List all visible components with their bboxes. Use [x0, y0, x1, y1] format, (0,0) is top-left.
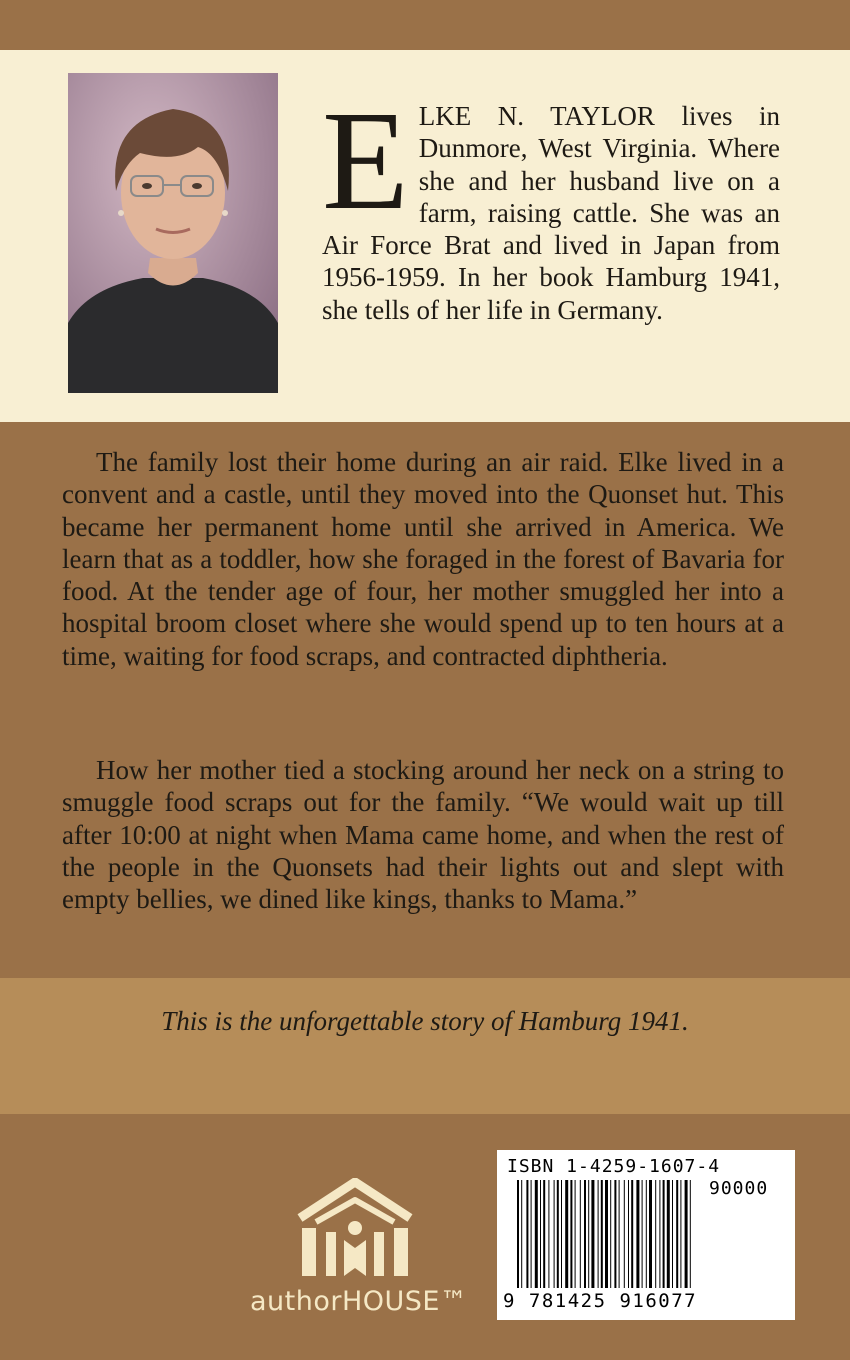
- barcode-bar: [667, 1180, 670, 1288]
- barcode-bar: [591, 1180, 594, 1288]
- barcode-bar: [685, 1180, 688, 1288]
- barcode-bar: [636, 1180, 639, 1288]
- isbn-number: ISBN 1-4259-1607-4: [507, 1156, 721, 1177]
- barcode-bar: [565, 1180, 568, 1288]
- barcode-bar: [584, 1180, 586, 1288]
- barcode-bar: [543, 1180, 545, 1288]
- drop-cap: E: [322, 81, 409, 239]
- ean-number: 9 781425 916077: [503, 1290, 698, 1312]
- description-paragraph-2: How her mother tied a stocking around her neck on a string to smuggle food scraps out for the family. “We would wait up till after 10:00 at night when Mama came home, and when the rest of the people in the Quonsets had their lights out and slept with empty bellies, we dined like kings, thanks to Mama.”: [62, 755, 784, 915]
- author-photo: [68, 73, 278, 393]
- barcode-bar: [575, 1180, 576, 1288]
- author-bio: [322, 81, 780, 326]
- tagline-panel: [0, 978, 850, 1114]
- barcode-bar: [663, 1180, 665, 1288]
- barcode-bar: [548, 1180, 549, 1288]
- barcode-bar: [601, 1180, 603, 1288]
- barcode-bar: [624, 1180, 625, 1288]
- barcode-bar: [680, 1180, 681, 1288]
- barcode-bar: [557, 1180, 559, 1288]
- barcode-bar: [598, 1180, 599, 1288]
- barcode-bar: [521, 1180, 522, 1288]
- barcode-bar: [580, 1180, 581, 1288]
- barcode-bar: [561, 1180, 562, 1288]
- barcode-bar: [605, 1180, 608, 1288]
- barcode-bar: [659, 1180, 660, 1288]
- tagline: This is the unforgettable story of Hamburg 1941.: [161, 1006, 689, 1036]
- barcode-bar: [535, 1180, 538, 1288]
- barcode-bar: [672, 1180, 673, 1288]
- house-book-logo-icon: [290, 1178, 420, 1288]
- publisher-name: authorHOUSE™: [250, 1286, 468, 1317]
- barcode-bar: [649, 1180, 652, 1288]
- barcode-bar: [690, 1180, 691, 1288]
- barcode-bar: [610, 1180, 611, 1288]
- barcode-bar: [631, 1180, 633, 1288]
- barcode-bar: [619, 1180, 620, 1288]
- barcode-bar: [531, 1180, 532, 1288]
- barcode-bar: [676, 1180, 678, 1288]
- barcode-bar: [517, 1180, 519, 1288]
- barcode-bar: [655, 1180, 656, 1288]
- barcode-bar: [526, 1180, 528, 1288]
- barcode-bar: [646, 1180, 647, 1288]
- top-border: [0, 0, 850, 50]
- barcode-bar: [540, 1180, 541, 1288]
- isbn-barcode: [497, 1150, 795, 1320]
- author-bio-text: LKE N. TAYLOR lives in Dunmore, West Virginia. Where she and her husband live on a farm, raising cattle. She was an Air Force Brat and lived in Japan from 1956-1959. In her book Hamburg 1941, she tells of her life in Germany.: [322, 101, 780, 325]
- barcode-bar: [588, 1180, 589, 1288]
- barcode-bar: [614, 1180, 616, 1288]
- barcode-bar: [642, 1180, 643, 1288]
- barcode-bar: [628, 1180, 629, 1288]
- price-code: 90000: [709, 1178, 769, 1199]
- description-paragraph-1: The family lost their home during an air raid. Elke lived in a convent and a castle, until they moved into the Quonset hut. This became her permanent home until she arrived in America. We learn that as a toddler, how she foraged in the forest of Bavaria for food. At the tender age of four, her mother smuggled her into a hospital broom closet where she would spend up to ten hours at a time, waiting for food scraps, and contracted diphtheria.: [62, 447, 784, 671]
- barcode-bar: [554, 1180, 555, 1288]
- barcode-bars: [517, 1180, 787, 1290]
- barcode-bar: [570, 1180, 572, 1288]
